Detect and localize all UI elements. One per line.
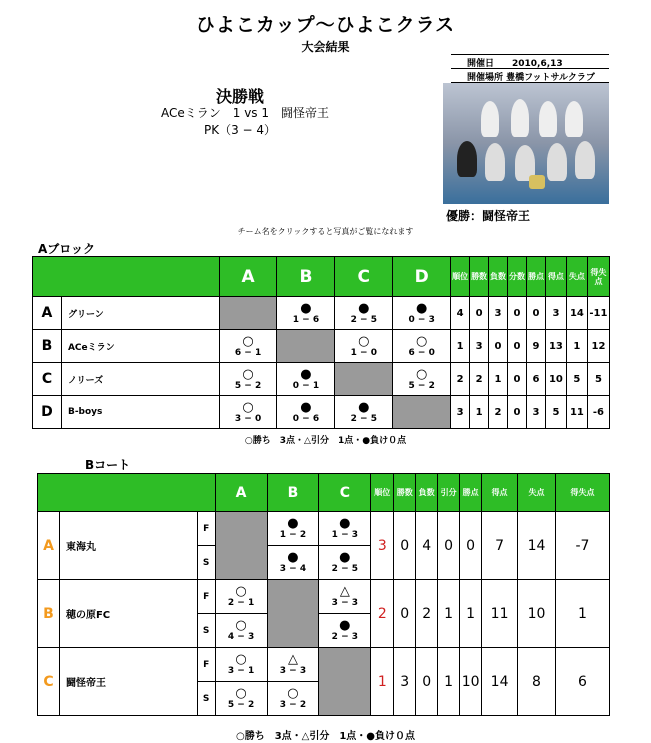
stat-cell: 10 xyxy=(460,648,482,716)
stat-cell: 0 xyxy=(394,580,416,648)
page-title: ひよこカップ〜ひよこクラス xyxy=(195,14,456,36)
empty-cell xyxy=(267,580,319,648)
result-score: 3 − 3 xyxy=(279,666,307,676)
result-mark: ● xyxy=(339,618,351,633)
result-cell xyxy=(219,330,277,363)
result-mark: ● xyxy=(416,300,428,316)
a-stat-head: 失点 xyxy=(566,257,587,297)
result-score: 3 − 1 xyxy=(227,666,255,676)
b-stat-head: 勝点 xyxy=(460,474,482,512)
b-stat-head: 失点 xyxy=(518,474,556,512)
result-mark: ● xyxy=(300,300,312,316)
stat-cell: -6 xyxy=(587,396,609,429)
stat-cell: 1 xyxy=(438,580,460,648)
stat-cell: 4 xyxy=(416,512,438,580)
result-score: 2 − 1 xyxy=(227,598,255,608)
b-row-letter: B xyxy=(38,580,60,648)
stat-cell: 1 xyxy=(489,363,508,396)
result-score: 6 − 0 xyxy=(408,347,435,358)
empty-cell xyxy=(277,330,335,363)
result-cell xyxy=(219,363,277,396)
stat-cell: 11 xyxy=(482,580,518,648)
stat-cell: 1 xyxy=(451,330,470,363)
a-block-heading: Aブロック xyxy=(38,242,96,256)
stat-cell: 5 xyxy=(566,363,587,396)
winner-team-photo[interactable] xyxy=(443,83,609,204)
result-mark: ○ xyxy=(416,333,428,349)
event-date: 開催日 2010,6,13 xyxy=(451,55,609,69)
result-score: 2 − 3 xyxy=(331,632,359,642)
stat-cell: 0 xyxy=(508,396,527,429)
result-cell xyxy=(219,396,277,429)
result-mark: ○ xyxy=(235,584,247,599)
result-cell xyxy=(215,580,267,614)
a-header-blank xyxy=(33,257,220,297)
stat-cell: 3 xyxy=(545,297,566,330)
stat-cell: 3 xyxy=(489,297,508,330)
winner-label: 優勝：闘怪帝王 xyxy=(446,209,531,223)
b-stat-head: 順位 xyxy=(371,474,394,512)
result-mark: ● xyxy=(300,399,312,415)
result-mark: △ xyxy=(339,584,350,599)
page-subtitle: 大会結果 xyxy=(301,40,350,54)
result-score: 3 − 0 xyxy=(234,413,262,424)
a-stat-head: 勝数 xyxy=(470,257,489,297)
stat-cell: 6 xyxy=(555,648,609,716)
half-label: F xyxy=(197,580,215,614)
a-row-letter: C xyxy=(33,363,62,396)
stat-cell: 2 xyxy=(416,580,438,648)
stat-cell: 0 xyxy=(394,512,416,580)
result-score: 5 − 2 xyxy=(234,380,262,391)
stat-cell: 14 xyxy=(518,512,556,580)
b-stat-head: 得点 xyxy=(482,474,518,512)
result-score: 6 − 1 xyxy=(234,347,262,358)
result-mark: ● xyxy=(339,516,351,531)
stat-cell: 8 xyxy=(518,648,556,716)
result-score: 3 − 3 xyxy=(331,598,359,608)
b-header-blank xyxy=(38,474,216,512)
rank-cell: 1 xyxy=(371,648,394,716)
result-mark: ● xyxy=(300,366,312,382)
a-stat-head: 負数 xyxy=(489,257,508,297)
stat-cell: 14 xyxy=(566,297,587,330)
result-cell xyxy=(215,648,267,682)
stat-cell: 0 xyxy=(416,648,438,716)
result-score: 4 − 3 xyxy=(227,632,255,642)
result-cell xyxy=(215,614,267,648)
result-cell xyxy=(393,363,451,396)
empty-cell xyxy=(319,648,371,716)
stat-cell: 1 xyxy=(470,396,489,429)
stat-cell: 0 xyxy=(508,297,527,330)
a-row-letter: A xyxy=(33,297,62,330)
a-stat-head: 得失点 xyxy=(587,257,609,297)
half-label: F xyxy=(197,512,215,546)
b-stat-head: 得失点 xyxy=(555,474,609,512)
result-cell xyxy=(267,682,319,716)
team-name-link[interactable]: ノリーズ xyxy=(61,363,219,396)
result-score: 1 − 3 xyxy=(331,530,359,540)
final-pk-result: PK（3 − 4） xyxy=(203,123,277,137)
stat-cell: 5 xyxy=(545,396,566,429)
stat-cell: 12 xyxy=(587,330,609,363)
result-score: 3 − 2 xyxy=(279,700,307,710)
a-block-legend: ○勝ち 3点・△引分 1点・●負け０点 xyxy=(244,436,407,446)
stat-cell: 11 xyxy=(566,396,587,429)
result-mark: ○ xyxy=(242,366,254,382)
stat-cell: 13 xyxy=(545,330,566,363)
a-row-letter: D xyxy=(33,396,62,429)
stat-cell: 1 xyxy=(566,330,587,363)
result-cell xyxy=(319,546,371,580)
result-mark: △ xyxy=(287,652,298,667)
stat-cell: 3 xyxy=(526,396,545,429)
empty-cell xyxy=(335,363,393,396)
result-score: 1 − 2 xyxy=(279,530,307,540)
result-score: 1 − 0 xyxy=(350,347,377,358)
empty-cell xyxy=(393,396,451,429)
result-mark: ○ xyxy=(287,686,299,701)
result-cell xyxy=(319,580,371,614)
b-stat-head: 勝数 xyxy=(394,474,416,512)
stat-cell: 1 xyxy=(438,648,460,716)
result-mark: ● xyxy=(287,516,299,531)
result-score: 2 − 5 xyxy=(350,413,377,424)
stat-cell: 0 xyxy=(460,512,482,580)
result-cell xyxy=(319,614,371,648)
a-stat-head: 分数 xyxy=(508,257,527,297)
stat-cell: 10 xyxy=(545,363,566,396)
stat-cell: 0 xyxy=(508,330,527,363)
stat-cell: 2 xyxy=(489,396,508,429)
empty-cell xyxy=(219,297,277,330)
stat-cell: 14 xyxy=(482,648,518,716)
result-score: 0 − 1 xyxy=(292,380,320,391)
final-match-result: ACeミラン 1 vs 1 闘怪帝王 xyxy=(160,106,329,120)
a-stat-head: 順位 xyxy=(451,257,470,297)
result-cell xyxy=(267,546,319,580)
b-col-head: B xyxy=(267,474,319,512)
stat-cell: -7 xyxy=(555,512,609,580)
team-name-link[interactable]: グリーン xyxy=(61,297,219,330)
result-score: 2 − 5 xyxy=(331,564,359,574)
half-label: S xyxy=(197,546,215,580)
a-block-table xyxy=(32,256,610,429)
b-col-head: A xyxy=(215,474,267,512)
result-mark: ○ xyxy=(358,333,370,349)
stat-cell: 6 xyxy=(526,363,545,396)
result-cell xyxy=(393,330,451,363)
result-cell xyxy=(267,648,319,682)
empty-cell xyxy=(215,512,267,580)
result-cell xyxy=(393,297,451,330)
result-cell xyxy=(335,396,393,429)
result-score: 2 − 5 xyxy=(350,314,377,325)
result-mark: ○ xyxy=(235,618,247,633)
stat-cell: 1 xyxy=(555,580,609,648)
a-row-letter: B xyxy=(33,330,62,363)
result-mark: ○ xyxy=(242,399,254,415)
result-score: 3 − 4 xyxy=(279,564,307,574)
half-label: S xyxy=(197,614,215,648)
b-court-legend: ○勝ち 3点・△引分 1点・●負け０点 xyxy=(235,731,416,742)
stat-cell: 2 xyxy=(470,363,489,396)
stat-cell: 0 xyxy=(489,330,508,363)
b-stat-head: 負数 xyxy=(416,474,438,512)
result-mark: ○ xyxy=(235,652,247,667)
stat-cell: 4 xyxy=(451,297,470,330)
result-cell xyxy=(277,363,335,396)
stat-cell: -11 xyxy=(587,297,609,330)
b-stat-head: 引分 xyxy=(438,474,460,512)
stat-cell: 0 xyxy=(438,512,460,580)
team-name-link[interactable]: ACeミラン xyxy=(61,330,219,363)
a-col-head: A xyxy=(219,257,277,297)
team-name-link[interactable]: 東海丸 xyxy=(59,512,197,580)
result-mark: ● xyxy=(358,300,370,316)
rank-cell: 2 xyxy=(371,580,394,648)
result-score: 0 − 6 xyxy=(292,413,320,424)
result-cell xyxy=(277,297,335,330)
result-cell xyxy=(215,682,267,716)
result-cell xyxy=(319,512,371,546)
result-mark: ● xyxy=(339,550,351,565)
result-score: 5 − 2 xyxy=(227,700,255,710)
result-cell xyxy=(277,396,335,429)
half-label: S xyxy=(197,682,215,716)
final-heading: 決勝戦 xyxy=(215,87,264,106)
result-cell xyxy=(335,330,393,363)
stat-cell: 3 xyxy=(470,330,489,363)
stat-cell: 5 xyxy=(587,363,609,396)
result-cell xyxy=(267,512,319,546)
team-name-link[interactable]: B-boys xyxy=(61,396,219,429)
stat-cell: 0 xyxy=(526,297,545,330)
result-mark: ○ xyxy=(242,333,254,349)
result-mark: ○ xyxy=(416,366,428,382)
b-court-heading: Bコート xyxy=(85,458,131,472)
rank-cell: 3 xyxy=(371,512,394,580)
stat-cell: 0 xyxy=(508,363,527,396)
b-col-head: C xyxy=(319,474,371,512)
a-stat-head: 得点 xyxy=(545,257,566,297)
team-name-link[interactable]: 闘怪帝王 xyxy=(59,648,197,716)
a-stat-head: 勝点 xyxy=(526,257,545,297)
stat-cell: 10 xyxy=(518,580,556,648)
photo-note: チーム名をクリックすると写真がご覧になれます xyxy=(237,227,414,236)
stat-cell: 1 xyxy=(460,580,482,648)
a-col-head: C xyxy=(335,257,393,297)
result-mark: ○ xyxy=(235,686,247,701)
result-score: 1 − 6 xyxy=(292,314,320,325)
result-mark: ● xyxy=(358,399,370,415)
result-score: 5 − 2 xyxy=(408,380,435,391)
half-label: F xyxy=(197,648,215,682)
stat-cell: 3 xyxy=(394,648,416,716)
stat-cell: 7 xyxy=(482,512,518,580)
team-name-link[interactable]: 穂の原FC xyxy=(59,580,197,648)
a-col-head: B xyxy=(277,257,335,297)
stat-cell: 9 xyxy=(526,330,545,363)
stat-cell: 0 xyxy=(470,297,489,330)
b-row-letter: C xyxy=(38,648,60,716)
stat-cell: 2 xyxy=(451,363,470,396)
result-cell xyxy=(335,297,393,330)
result-score: 0 − 3 xyxy=(408,314,435,325)
stat-cell: 3 xyxy=(451,396,470,429)
a-col-head: D xyxy=(393,257,451,297)
result-mark: ● xyxy=(287,550,299,565)
event-venue: 開催場所 豊橋フットサルクラブ xyxy=(451,69,609,83)
b-row-letter: A xyxy=(38,512,60,580)
event-info-box xyxy=(451,54,609,83)
b-court-table xyxy=(37,473,610,716)
